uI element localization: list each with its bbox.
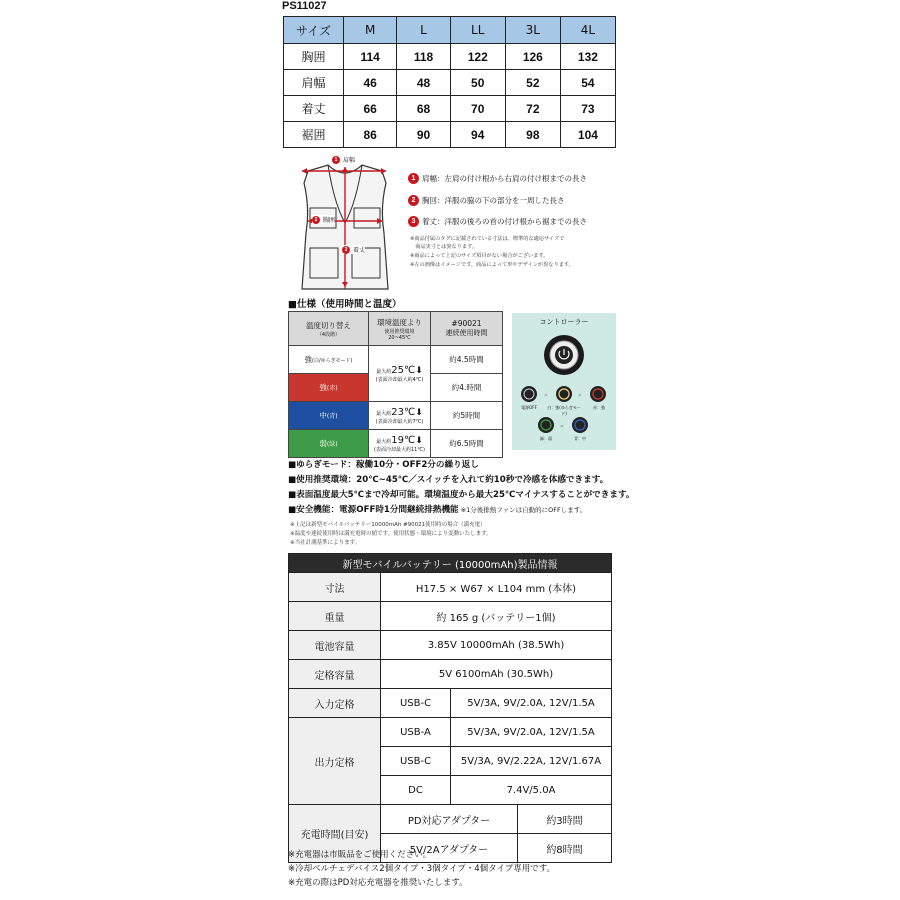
header-text: 温度切り替え bbox=[306, 320, 351, 330]
size-cell: 86 bbox=[344, 122, 397, 148]
legend-badge: 2 bbox=[408, 195, 419, 206]
down-arrow-icon: ⬇ bbox=[415, 365, 423, 376]
bullet-text: ■ゆらぎモード：稼働10分・OFF2分の繰り返し bbox=[288, 460, 479, 470]
temp-row-mid bbox=[289, 402, 503, 430]
time-cell: 約6.5時間 bbox=[431, 430, 503, 458]
size-header-cell: 4L bbox=[560, 17, 615, 44]
vest-illustration bbox=[290, 153, 400, 298]
legend-text: 着丈：洋服の後ろの首の付け根から裾までの長さ bbox=[422, 217, 587, 226]
footnote: ※充電の際はPD対応充電器を推奨いたします。 bbox=[288, 878, 468, 888]
vest-label-2 bbox=[312, 215, 335, 224]
size-table bbox=[283, 16, 616, 148]
mode-text: 強 bbox=[319, 383, 327, 392]
header-subtext: 使用推奨環境 bbox=[384, 328, 415, 335]
controller-label: 赤：強 bbox=[593, 405, 605, 410]
controller-label: 白：強(ゆらぎモード) bbox=[547, 405, 581, 416]
temp-table-header bbox=[289, 312, 503, 346]
mode-subtext: (緑) bbox=[326, 441, 338, 448]
controller-label: 電源OFF bbox=[521, 405, 537, 410]
spec-bullet bbox=[288, 458, 479, 470]
temp-prefix: 最大約 bbox=[376, 368, 392, 375]
size-row-length bbox=[284, 96, 616, 122]
size-cell: 72 bbox=[505, 96, 560, 122]
badge-1: 1 bbox=[332, 156, 340, 164]
temp-value: 23℃ bbox=[391, 406, 416, 418]
battery-port: DC bbox=[381, 776, 451, 805]
battery-value: 7.4V/5.0A bbox=[451, 776, 612, 805]
controller-panel bbox=[512, 313, 616, 450]
size-row-hem bbox=[284, 122, 616, 148]
size-cell: 104 bbox=[560, 122, 615, 148]
charge-time: 約8時間 bbox=[518, 834, 612, 863]
bullet-text: ■安全機能：電源OFF時1分間継続排熱機能 bbox=[288, 505, 459, 515]
size-row-shoulder bbox=[284, 70, 616, 96]
battery-title: 新型モバイルバッテリー (10000mAh)製品情報 bbox=[289, 554, 612, 573]
legend-note: ※左の画像はイメージです。商品によって形やデザインが異なります。 bbox=[410, 262, 574, 268]
down-arrow-icon: ⬇ bbox=[415, 435, 423, 446]
fine-note: ※温度や連続使用時は満充電時の値です。使用状態・環境により変動いたします。 bbox=[290, 531, 492, 537]
temp-note: (表面冷却最大約11℃) bbox=[374, 446, 425, 453]
spec-bullet bbox=[288, 473, 608, 485]
controller-illustration bbox=[512, 313, 616, 450]
size-cell: 54 bbox=[560, 70, 615, 96]
mode-text: 弱 bbox=[319, 439, 327, 448]
size-header-cell: サイズ bbox=[284, 17, 344, 44]
legend-badge: 1 bbox=[408, 173, 419, 184]
temp-note: (表面冷却最大約7℃) bbox=[375, 418, 424, 425]
mode-text: 中 bbox=[319, 411, 327, 420]
mode-text: 強 bbox=[304, 355, 313, 364]
size-cell: 94 bbox=[450, 122, 505, 148]
battery-value: 3.85V 10000mAh (38.5Wh) bbox=[381, 631, 612, 660]
size-header-cell: LL bbox=[450, 17, 505, 44]
battery-port: USB-C bbox=[381, 689, 451, 718]
badge-3: 3 bbox=[342, 246, 350, 254]
bullet-text: ■使用推奨環境：20℃~45℃／スイッチを入れて約10秒で冷感を体感できます。 bbox=[288, 475, 609, 485]
size-row-label: 裾囲 bbox=[284, 122, 344, 148]
time-cell: 約5時間 bbox=[431, 402, 503, 430]
temp-table bbox=[288, 311, 503, 458]
size-row-chest bbox=[284, 44, 616, 70]
battery-row-capacity bbox=[289, 631, 612, 660]
svg-text:»: » bbox=[544, 392, 548, 399]
battery-value: H17.5 × W67 × L104 mm (本体) bbox=[381, 573, 612, 602]
size-header-cell: L bbox=[397, 17, 450, 44]
product-code: PS11027 bbox=[282, 0, 327, 12]
battery-row-output-a bbox=[289, 718, 612, 747]
mode-subtext: (赤) bbox=[326, 385, 338, 392]
header-subtext: 20~45℃ bbox=[388, 334, 411, 341]
vest-label-3 bbox=[342, 245, 365, 254]
temp-value: 19℃ bbox=[391, 434, 416, 446]
legend-note: ※商品によって上記のサイズ項目がない場合がございます。 bbox=[410, 253, 549, 259]
bullet-text: ■表面温度最大5℃まで冷却可能。環境温度から最大25℃マイナスすることができます。 bbox=[288, 490, 635, 500]
header-text: 環境温度より bbox=[377, 317, 422, 327]
legend-text: 胸回：洋服の脇の下の部分を一周した長さ bbox=[422, 196, 565, 205]
size-cell: 122 bbox=[450, 44, 505, 70]
battery-label: 寸法 bbox=[289, 573, 381, 602]
spec-bullet bbox=[288, 503, 586, 515]
fine-note: ※当社計測基準によります。 bbox=[290, 540, 361, 546]
size-cell: 114 bbox=[344, 44, 397, 70]
mode-mid bbox=[289, 402, 369, 430]
battery-value: 5V 6100mAh (30.5Wh) bbox=[381, 660, 612, 689]
size-table-header bbox=[284, 17, 616, 44]
mode-strong-white bbox=[289, 346, 369, 374]
battery-label: 重量 bbox=[289, 602, 381, 631]
footnote: ※冷却ベルチェデバイス2個タイプ・3個タイプ・4個タイプ専用です。 bbox=[288, 864, 556, 874]
legend-note: 商品実寸とは異なります。 bbox=[410, 244, 478, 250]
size-cell: 98 bbox=[505, 122, 560, 148]
legend-note: ※商品付属のタグに記載されている寸法は、標準的な適応サイズで bbox=[410, 236, 565, 242]
battery-table bbox=[288, 553, 612, 863]
header-subtext: 連続使用時間 bbox=[445, 329, 488, 337]
size-cell: 68 bbox=[397, 96, 450, 122]
temp-max-25 bbox=[369, 346, 431, 402]
temp-header-env bbox=[369, 312, 431, 346]
size-cell: 73 bbox=[560, 96, 615, 122]
battery-label: 充電時間(目安) bbox=[289, 805, 381, 863]
size-cell: 50 bbox=[450, 70, 505, 96]
battery-title-row bbox=[289, 554, 612, 573]
legend-item-2 bbox=[408, 195, 565, 206]
battery-row-input bbox=[289, 689, 612, 718]
size-row-label: 胸囲 bbox=[284, 44, 344, 70]
mode-subtext: (白/ゆらぎモード) bbox=[312, 358, 353, 364]
size-row-label: 着丈 bbox=[284, 96, 344, 122]
svg-text:»: » bbox=[578, 392, 582, 399]
battery-row-weight bbox=[289, 602, 612, 631]
legend-text: 肩幅：左肩の付け根から右肩の付け根までの長さ bbox=[422, 174, 587, 183]
charge-time: 約3時間 bbox=[518, 805, 612, 834]
size-cell: 126 bbox=[505, 44, 560, 70]
mode-weak bbox=[289, 430, 369, 458]
battery-row-size bbox=[289, 573, 612, 602]
battery-value: 5V/3A, 9V/2.0A, 12V/1.5A bbox=[451, 718, 612, 747]
battery-row-rated bbox=[289, 660, 612, 689]
size-cell: 66 bbox=[344, 96, 397, 122]
battery-label: 定格容量 bbox=[289, 660, 381, 689]
charge-adapter: 5V/2Aアダプター bbox=[381, 834, 518, 863]
vest-label-text: 着丈 bbox=[353, 247, 366, 254]
vest-label-text: 肩幅 bbox=[343, 157, 356, 164]
bullet-subtext: ※1分後排熱ファンは自動的にOFFします。 bbox=[458, 506, 587, 514]
battery-value: 5V/3A, 9V/2.22A, 12V/1.67A bbox=[451, 747, 612, 776]
battery-label: 入力定格 bbox=[289, 689, 381, 718]
temp-prefix: 最大約 bbox=[376, 410, 392, 417]
size-header-cell: M bbox=[344, 17, 397, 44]
mode-strong-red bbox=[289, 374, 369, 402]
size-cell: 90 bbox=[397, 122, 450, 148]
badge-2: 2 bbox=[312, 216, 320, 224]
size-cell: 52 bbox=[505, 70, 560, 96]
temp-value: 25℃ bbox=[391, 364, 416, 376]
size-cell: 132 bbox=[560, 44, 615, 70]
footnote: ※充電器は市販品をご使用ください。 bbox=[288, 850, 432, 860]
controller-title: コントローラー bbox=[539, 318, 589, 326]
vest-label-1 bbox=[332, 155, 355, 164]
spec-heading: ■仕様（使用時間と温度） bbox=[288, 299, 402, 310]
mode-subtext: (青) bbox=[326, 413, 338, 420]
size-row-label: 肩幅 bbox=[284, 70, 344, 96]
controller-label: 青：中 bbox=[574, 436, 586, 441]
controller-label: 緑：弱 bbox=[540, 436, 552, 441]
temp-prefix: 最大約 bbox=[376, 438, 392, 445]
battery-label: 電池容量 bbox=[289, 631, 381, 660]
battery-value: 5V/3A, 9V/2.0A, 12V/1.5A bbox=[451, 689, 612, 718]
size-cell: 48 bbox=[397, 70, 450, 96]
legend-badge: 3 bbox=[408, 216, 419, 227]
down-arrow-icon: ⬇ bbox=[415, 407, 423, 418]
vest-diagram bbox=[290, 153, 400, 298]
spec-bullet bbox=[288, 488, 634, 500]
charge-adapter: PD対応アダプター bbox=[381, 805, 518, 834]
size-cell: 46 bbox=[344, 70, 397, 96]
temp-row-weak bbox=[289, 430, 503, 458]
temp-header-time bbox=[431, 312, 503, 346]
time-cell: 約4.5時間 bbox=[431, 346, 503, 374]
temp-row-strong-white bbox=[289, 346, 503, 374]
legend-item-1 bbox=[408, 173, 587, 184]
battery-value: 約 165 g (バッテリー1個) bbox=[381, 602, 612, 631]
temp-note: (表面冷却最大約4℃) bbox=[375, 376, 424, 383]
legend-item-3 bbox=[408, 216, 587, 227]
size-cell: 118 bbox=[397, 44, 450, 70]
battery-row-charge-pd bbox=[289, 805, 612, 834]
fine-note: ※上記は新型モバイルバッテリー10000mAh #90021使用時の場合（満充電） bbox=[290, 522, 486, 528]
battery-port: USB-A bbox=[381, 718, 451, 747]
size-cell: 70 bbox=[450, 96, 505, 122]
svg-text:«: « bbox=[560, 423, 564, 430]
battery-port: USB-C bbox=[381, 747, 451, 776]
header-text: #90021 bbox=[451, 319, 482, 328]
vest-label-text: 胸囲 bbox=[323, 217, 336, 224]
size-header-cell: 3L bbox=[505, 17, 560, 44]
time-cell: 約4.時間 bbox=[431, 374, 503, 402]
temp-header-mode bbox=[289, 312, 369, 346]
temp-max-23 bbox=[369, 402, 431, 430]
battery-label: 出力定格 bbox=[289, 718, 381, 805]
temp-max-19 bbox=[369, 430, 431, 458]
header-subtext: （4段階） bbox=[316, 331, 341, 338]
